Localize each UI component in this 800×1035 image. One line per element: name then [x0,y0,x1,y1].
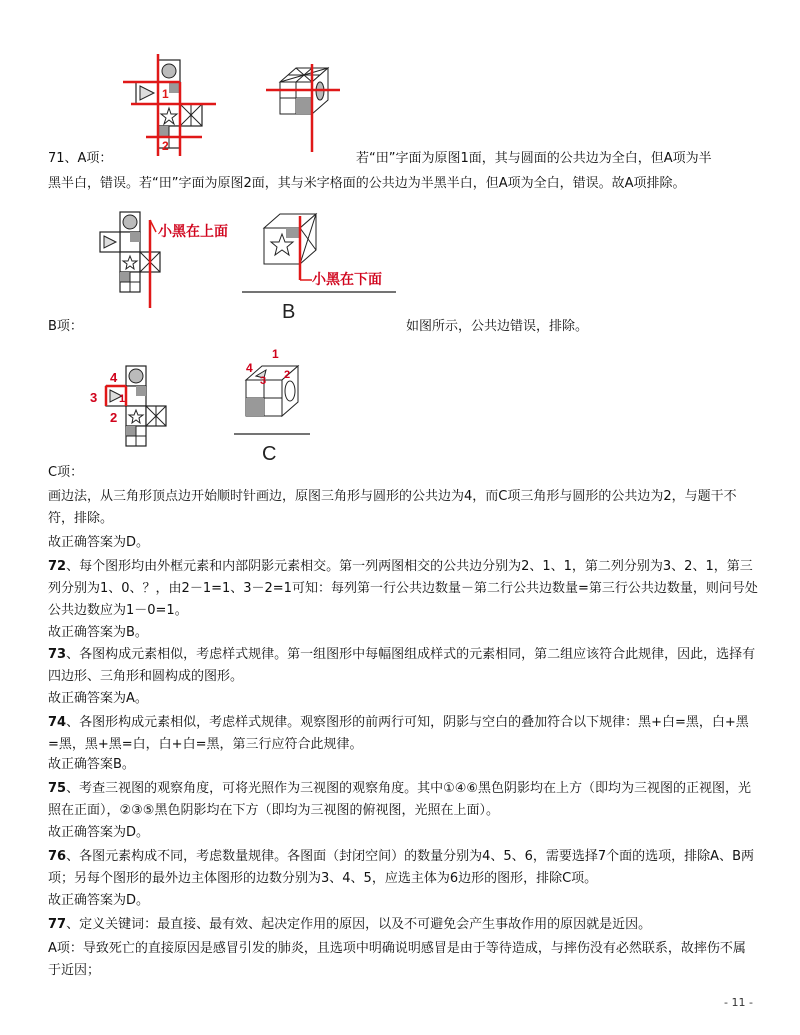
q71-a-prefix: 71、A项： [48,151,113,166]
fig-c-cube-num-3: 3 [260,375,267,387]
fig-c-cube-num-4: 4 [246,361,253,375]
q76-paragraph [48,846,758,890]
fig-c-cube-num-2: 2 [284,369,291,381]
svg-text:2: 2 [162,139,169,153]
q76-body: 、各图元素构成不同，考虑数量规律。各图面（封闭空间）的数量分别为4、5、6，需要选择7个面的选项，排除A、B两项；另每个图形的最外边主体图形的边数分别为3、4、5，应选主体为6边形的图形，排除C项。 [48,849,754,886]
q71-c-body: 画边法，从三角形顶点边开始顺时针画边，原图三角形与圆形的公共边为4，而C项三角形与圆形的公共边为2，与题干不符，排除。 [48,489,737,526]
q74-paragraph [48,712,758,756]
q72-answer: 故正确答案为B。 [48,625,148,640]
fig-c-num-2: 2 [110,410,118,425]
fig-c-num-4: 4 [110,370,118,385]
q72-body: 、每个图形均由外框元素和内部阴影元素相交。第一列两图相交的公共边分别为2、1、1，第二列分别为3、2、1，第三列分别为1、0、？，由2－1=1、3－2=1可知：每列第一行公共边数量－第二行公共边数量=第三行公共边数量，则问号处公共边数应为1－0=1。 [48,559,758,618]
q71-b-suffix: 如图所示，公共边错误，排除。 [406,319,589,334]
q73-paragraph [48,644,758,688]
q75-answer: 故正确答案为D。 [48,825,150,840]
q71-answer: 故正确答案为D。 [48,535,150,550]
figure-cube-c [232,346,342,466]
q73-body: 、各图构成元素相似，考虑样式规律。第一组图形中每幅图组成样式的元素相同，第二组应该符合此规律，因此，选择有四边形、三角形和圆构成的图形。 [48,647,756,684]
q73-answer: 故正确答案为A。 [48,691,148,706]
q75-paragraph [48,778,758,822]
q74-body: 、各图形构成元素相似，考虑样式规律。观察图形的前两行可知，阴影与空白的叠加符合以下规律：黑+白=黑，白+黑=黑，黑+黑=白，白+白=黑，第三行应符合此规律。 [48,715,749,752]
q77-number: 77 [48,917,67,932]
fig-b-label-bottom: 小黑在下面 [312,271,382,287]
q74-number: 74 [48,715,67,730]
figure-cube-a [262,60,344,156]
q77-paragraph [48,914,758,936]
q76-number: 76 [48,849,67,864]
fig-b-label-top: 小黑在上面 [158,223,228,239]
q74-answer: 故正确答案B。 [48,757,135,772]
q72-paragraph [48,556,758,622]
q77-body: 、定义关键词：最直接、最有效、起决定作用的原因，以及不可避免会产生事故作用的原因就是近因。 [66,917,652,932]
figure-cube-b [240,210,410,322]
q73-number: 73 [48,647,67,662]
figure-net-c [86,362,186,462]
q75-body: 、考查三视图的观察角度，可将光照作为三视图的观察角度。其中①④⑥黑色阴影均在上方（即均为三视图的正视图，光照在正面），②③⑤黑色阴影均在下方（即均为三视图的俯视图，光照在上面）。 [48,781,752,818]
q71-a-line [48,150,112,168]
fig-c-num-3: 3 [90,390,98,405]
q71-a-continuation: 黑半白，错误。若“田”字面为原图2面，其与米字格面的公共边为半黑半白，但A项为全白，错误。故A项排除。 [48,176,686,191]
fig-b-option-letter: B [282,301,296,322]
q77-a: A项：导致死亡的直接原因是感冒引发的肺炎，且选项中明确说明感冒是由于等待造成，与摔伤没有必然联系，故摔伤不属于近因； [48,941,746,978]
q75-number: 75 [48,781,67,796]
q71-a-suffix: 若“田”字面为原图1面，其与圆面的公共边为全白，但A项为半 [356,151,712,166]
q76-answer: 故正确答案为D。 [48,893,150,908]
fig-c-cube-num-1: 1 [272,347,279,361]
figure-net-a [118,52,218,158]
q72-number: 72 [48,559,67,574]
svg-text:1: 1 [162,87,169,101]
q71-c-prefix: C项： [48,465,84,480]
fig-c-option-letter: C [262,443,277,465]
q71-b-prefix: B项： [48,319,83,334]
page-number: - 11 - [724,996,753,1009]
fig-c-num-1: 1 [119,393,126,405]
figure-net-b [96,210,246,314]
